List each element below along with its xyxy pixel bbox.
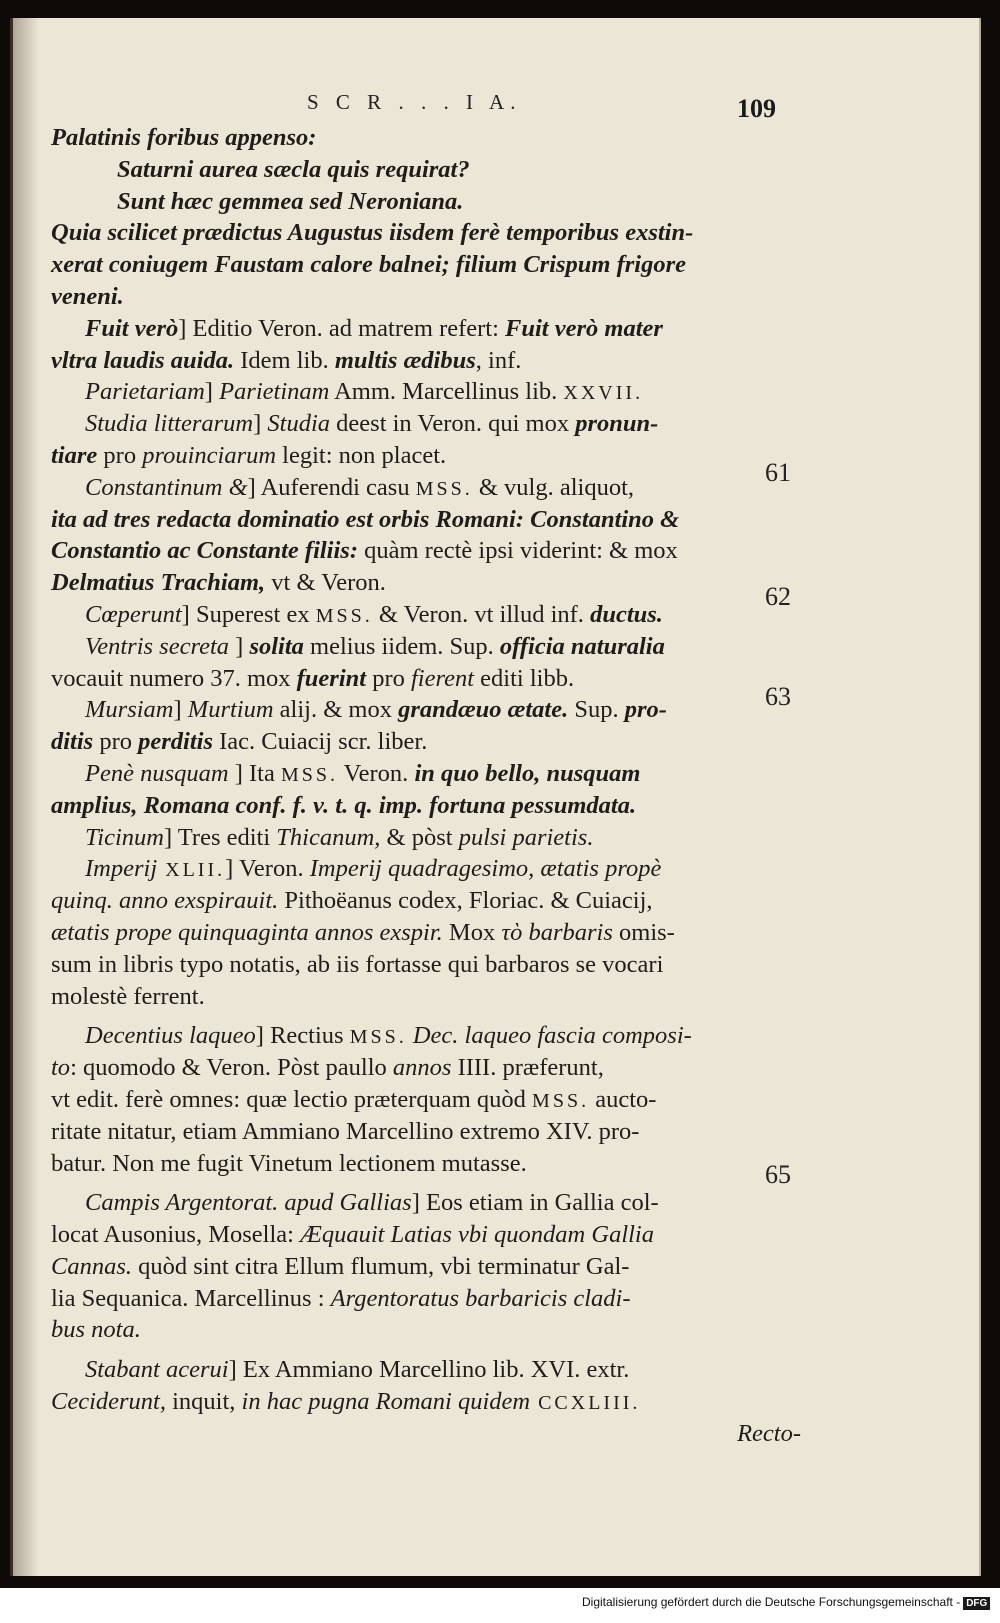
text-line	[51, 631, 801, 663]
text-span: Mox	[442, 918, 502, 946]
text-line	[51, 1386, 801, 1418]
text-line	[51, 408, 801, 440]
text-span: Studia	[267, 410, 331, 438]
text-span: MSS.	[415, 477, 473, 500]
text-span: multis ædibus	[334, 346, 476, 374]
lemma: Cœperunt	[85, 600, 182, 628]
lemma: Penè nusquam	[85, 759, 229, 787]
text-span: ] Ita	[228, 759, 281, 787]
text-span: , inf.	[475, 346, 522, 374]
text-span: Pithoëanus codex, Floriac. & Cuiacij,	[278, 887, 653, 915]
lemma: Ticinum	[85, 823, 164, 851]
text-span: XXVII.	[563, 382, 644, 405]
text-line: Quia scilicet prædictus Augustus iisdem ferè temporibus exstin-	[51, 219, 694, 247]
text-span: solita	[249, 632, 304, 660]
text-span: MSS.	[280, 763, 338, 786]
text-span: in hac pugna Romani quidem	[241, 1388, 531, 1416]
text-span: Constantio ac Constante filiis:	[51, 537, 358, 565]
text-span: MSS.	[349, 1026, 407, 1049]
text-line	[51, 472, 801, 504]
running-head: S C R . . . I A.	[307, 90, 522, 114]
text-span: ]	[253, 410, 268, 438]
text-line	[51, 599, 801, 631]
text-span: perditis	[138, 728, 214, 756]
text-span: pro	[366, 664, 411, 692]
text-line	[51, 853, 801, 885]
text-span: inquit,	[166, 1388, 242, 1416]
text-span: ]	[229, 632, 250, 660]
text-line: xerat coniugem Faustam calore balnei; filium Crispum frigore	[51, 251, 687, 279]
text-span: melius iidem. Sup.	[303, 632, 500, 660]
text-span: ] Rectius	[255, 1022, 350, 1050]
text-line	[51, 694, 801, 726]
text-line	[51, 758, 801, 790]
text-span: tiare	[51, 441, 98, 469]
lemma: Ventris secreta	[85, 632, 230, 660]
text-span: CCXLIII.	[530, 1392, 641, 1415]
digitization-footer	[582, 1595, 990, 1610]
text-span: editi libb.	[474, 664, 575, 692]
text-span: pronun-	[575, 410, 659, 438]
text-line	[51, 917, 801, 949]
text-span: τὸ barbaris	[501, 918, 613, 946]
lemma: Parietariam	[85, 378, 205, 406]
text-span: ductus.	[590, 600, 663, 628]
text-span: Cannas.	[51, 1252, 133, 1280]
text-span: Sup.	[568, 696, 625, 724]
dfg-logo: DFG	[963, 1597, 990, 1610]
text-span: & vulg. aliquot,	[472, 473, 635, 501]
footer-text: Digitalisierung gefördert durch die Deutsche Forschungsgemeinschaft -	[582, 1595, 961, 1609]
text-span: vocauit numero 37. mox	[51, 664, 297, 692]
text-span: ] Veron.	[225, 855, 310, 883]
text-span: annos	[392, 1054, 452, 1082]
lemma: Studia litterarum	[85, 410, 254, 438]
text-line: Saturni aurea sæcla quis requirat?	[117, 155, 470, 183]
text-span: pro	[97, 441, 143, 469]
text-span: vltra laudis auida.	[51, 346, 235, 374]
text-span: MSS.	[532, 1089, 590, 1112]
text-line: batur. Non me fugit Vinetum lectionem mutasse.	[51, 1149, 527, 1177]
text-span: Dec. laqueo fascia composi-	[412, 1022, 692, 1050]
text-span: ] Tres editi	[163, 823, 277, 851]
text-span: ditis	[51, 728, 94, 756]
text-span: legit: non placet.	[276, 441, 447, 469]
margin-number: 63	[765, 682, 791, 711]
lemma: Mursiam	[85, 696, 174, 724]
lemma: Imperij	[85, 855, 158, 883]
lemma: Campis Argentorat. apud Gallias	[85, 1189, 412, 1217]
text-span: to	[51, 1054, 71, 1082]
text-span: Parietinam	[219, 378, 330, 406]
text-line	[51, 567, 801, 599]
margin-number: 62	[765, 582, 791, 611]
text-line: ritate nitatur, etiam Ammiano Marcellino extremo XIV. pro-	[51, 1117, 640, 1145]
text-span: fierent	[411, 664, 475, 692]
text-span: Amm. Marcellinus lib.	[329, 378, 564, 406]
text-span: IIII. præferunt,	[451, 1054, 604, 1082]
text-line	[51, 1251, 801, 1283]
text-line: veneni.	[51, 282, 124, 310]
text-line	[51, 663, 801, 695]
lemma: Fuit verò	[85, 314, 179, 342]
lemma: Decentius laqueo	[85, 1022, 256, 1050]
text-line	[51, 1283, 801, 1315]
text-span: & Veron. vt illud inf.	[372, 600, 591, 628]
text-span: Ceciderunt,	[51, 1388, 166, 1416]
text-span: ]	[204, 378, 220, 406]
text-line: molestè ferrent.	[51, 982, 205, 1010]
text-line	[51, 1187, 801, 1219]
text-line	[51, 885, 801, 917]
text-span: grandæuo ætate.	[398, 696, 569, 724]
margin-number: 61	[765, 458, 791, 487]
text-span: pro-	[624, 696, 667, 724]
text-span: quòd sint citra Ellum flumum, vbi terminatur Gal-	[132, 1252, 630, 1280]
text-span: Idem lib.	[234, 346, 335, 374]
text-span: Murtium	[187, 696, 274, 724]
text-span: Imperij quadragesimo, ætatis propè	[309, 855, 662, 883]
text-span: Iac. Cuiacij scr. liber.	[213, 728, 428, 756]
text-span: vt edit. ferè omnes: quæ lectio præterquam quòd	[51, 1085, 533, 1113]
text-span: officia naturalia	[499, 632, 665, 660]
text-span: ] Editio Veron. ad matrem refert:	[178, 314, 506, 342]
text-span: fuerint	[296, 664, 367, 692]
catchword: Recto-	[737, 1419, 801, 1447]
text-span: quàm rectè ipsi viderint: & mox	[358, 537, 678, 565]
text-span: Veron.	[337, 759, 415, 787]
page-number: 109	[737, 94, 776, 123]
text-span: quinq. anno exspirauit.	[51, 887, 279, 915]
text-span: prouinciarum	[142, 441, 277, 469]
text-span: XLII.	[157, 859, 226, 882]
text-line: Sunt hæc gemmea sed Neroniana.	[117, 187, 464, 215]
text-span: : quomodo & Veron. Pòst paullo	[70, 1054, 393, 1082]
text-span: deest in Veron. qui mox	[330, 410, 576, 438]
text-line: sum in libris typo notatis, ab iis fortasse qui barbaros se vocari	[51, 950, 664, 978]
text-line	[51, 440, 801, 472]
text-line: amplius, Romana conf. f. v. t. q. imp. fortuna pessumdata.	[51, 791, 637, 819]
text-line	[51, 1084, 801, 1116]
text-span: aucto-	[589, 1085, 657, 1113]
text-span: omis-	[612, 918, 675, 946]
text-span: Delmatius Trachiam,	[51, 569, 266, 597]
text-line	[51, 1020, 801, 1052]
text-span: lia Sequanica. Marcellinus :	[51, 1284, 331, 1312]
text-line: ita ad tres redacta dominatio est orbis Romani: Constantino &	[51, 505, 680, 533]
text-span: pulsi parietis.	[458, 823, 594, 851]
text-span: Æquauit Latias vbi quondam Gallia	[300, 1221, 654, 1249]
text-span: ] Auferendi casu	[247, 473, 416, 501]
text-line	[51, 313, 801, 345]
text-span: ætatis prope quinquaginta annos exspir.	[51, 918, 443, 946]
text-span: alij. & mox	[273, 696, 399, 724]
text-line	[51, 726, 801, 758]
margin-number: 65	[765, 1160, 791, 1189]
text-span: in quo bello, nusquam	[414, 759, 641, 787]
text-line	[51, 1354, 801, 1386]
text-span: ] Superest ex	[181, 600, 316, 628]
text-span: vt & Veron.	[265, 569, 386, 597]
text-span: ]	[173, 696, 188, 724]
lemma: Stabant acerui	[85, 1356, 229, 1384]
text-span: pro	[93, 728, 139, 756]
text-line	[51, 822, 801, 854]
text-line: Palatinis foribus appenso:	[51, 124, 317, 151]
text-line	[51, 1219, 801, 1251]
text-span: MSS.	[315, 604, 373, 627]
text-line	[51, 1052, 801, 1084]
book-page	[10, 18, 981, 1576]
lemma: Constantinum &	[85, 473, 248, 501]
text-span: ] Eos etiam in Gallia col-	[411, 1189, 659, 1217]
text-span: ] Ex Ammiano Marcellino lib. XVI. extr.	[228, 1356, 630, 1384]
text-span: locat Ausonius, Mosella:	[51, 1221, 301, 1249]
text-span: Thicanum,	[276, 823, 381, 851]
text-line	[51, 345, 801, 377]
page-body	[51, 122, 801, 1450]
text-span: Fuit verò mater	[505, 314, 663, 342]
text-line: bus nota.	[51, 1316, 141, 1344]
text-line	[51, 535, 801, 567]
text-span: Argentoratus barbaricis cladi-	[330, 1284, 631, 1312]
text-span: & pòst	[380, 823, 459, 851]
text-line	[51, 376, 801, 408]
